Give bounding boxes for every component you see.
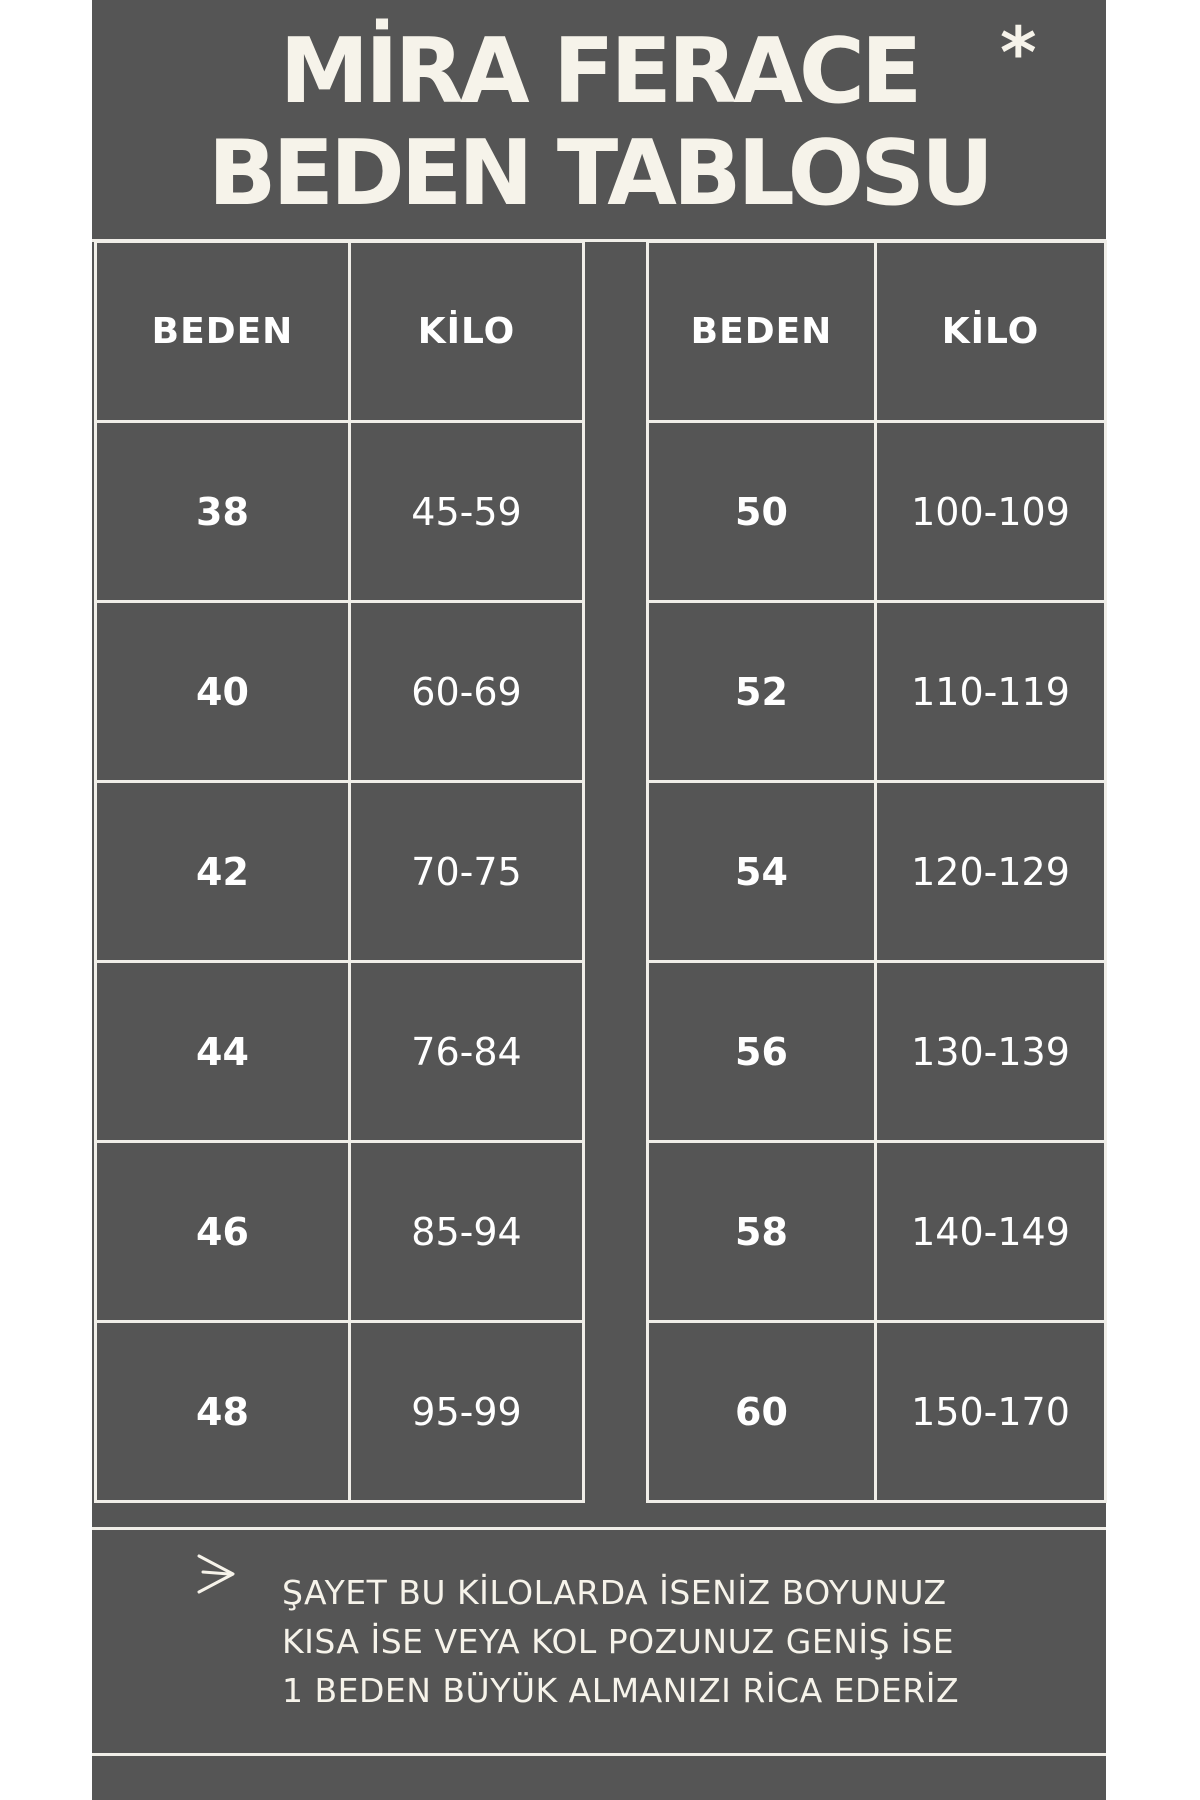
size-cell: 38 xyxy=(96,422,350,602)
column-header-kilo: KİLO xyxy=(350,242,584,422)
weight-cell: 45-59 xyxy=(350,422,584,602)
column-header-kilo: KİLO xyxy=(876,242,1106,422)
table-bottom-divider xyxy=(92,1527,1106,1530)
weight-cell: 150-170 xyxy=(876,1322,1106,1502)
table-row xyxy=(96,602,584,782)
table-row xyxy=(96,962,584,1142)
size-cell: 54 xyxy=(648,782,876,962)
table-row xyxy=(648,602,1106,782)
size-cell: 46 xyxy=(96,1142,350,1322)
table-row xyxy=(648,962,1106,1142)
table-header-row xyxy=(648,242,1106,422)
column-header-beden: BEDEN xyxy=(648,242,876,422)
weight-cell: 85-94 xyxy=(350,1142,584,1322)
size-cell: 42 xyxy=(96,782,350,962)
size-cell: 56 xyxy=(648,962,876,1142)
weight-cell: 110-119 xyxy=(876,602,1106,782)
size-cell: 52 xyxy=(648,602,876,782)
size-cell: 44 xyxy=(96,962,350,1142)
title-line-2: BEDEN TABLOSU xyxy=(207,121,991,226)
table-row xyxy=(96,1322,584,1502)
weight-cell: 95-99 xyxy=(350,1322,584,1502)
note-line: KISA İSE VEYA KOL POZUNUZ GENİŞ İSE xyxy=(282,1622,955,1661)
table-row xyxy=(648,1142,1106,1322)
size-cell: 50 xyxy=(648,422,876,602)
size-cell: 40 xyxy=(96,602,350,782)
size-cell: 48 xyxy=(96,1322,350,1502)
footer-divider xyxy=(92,1753,1106,1756)
size-table-left xyxy=(94,240,585,1503)
weight-cell: 120-129 xyxy=(876,782,1106,962)
size-advice-note xyxy=(282,1568,1042,1715)
asterisk-icon: * xyxy=(1000,12,1037,94)
size-cell: 60 xyxy=(648,1322,876,1502)
weight-cell: 100-109 xyxy=(876,422,1106,602)
table-header-row xyxy=(96,242,584,422)
weight-cell: 60-69 xyxy=(350,602,584,782)
table-row xyxy=(96,422,584,602)
size-cell: 58 xyxy=(648,1142,876,1322)
table-row xyxy=(648,422,1106,602)
size-table-right xyxy=(646,240,1107,1503)
weight-cell: 130-139 xyxy=(876,962,1106,1142)
note-line: ŞAYET BU KİLOLARDA İSENİZ BOYUNUZ xyxy=(282,1573,947,1612)
note-line: 1 BEDEN BÜYÜK ALMANIZI RİCA EDERİZ xyxy=(282,1671,960,1710)
weight-cell: 76-84 xyxy=(350,962,584,1142)
weight-cell: 140-149 xyxy=(876,1142,1106,1322)
arrow-right-icon xyxy=(193,1548,243,1598)
table-row xyxy=(96,1142,584,1322)
weight-cell: 70-75 xyxy=(350,782,584,962)
table-row xyxy=(648,782,1106,962)
column-header-beden: BEDEN xyxy=(96,242,350,422)
table-row xyxy=(96,782,584,962)
table-row xyxy=(648,1322,1106,1502)
title-line-1: MİRA FERACE xyxy=(279,19,919,124)
